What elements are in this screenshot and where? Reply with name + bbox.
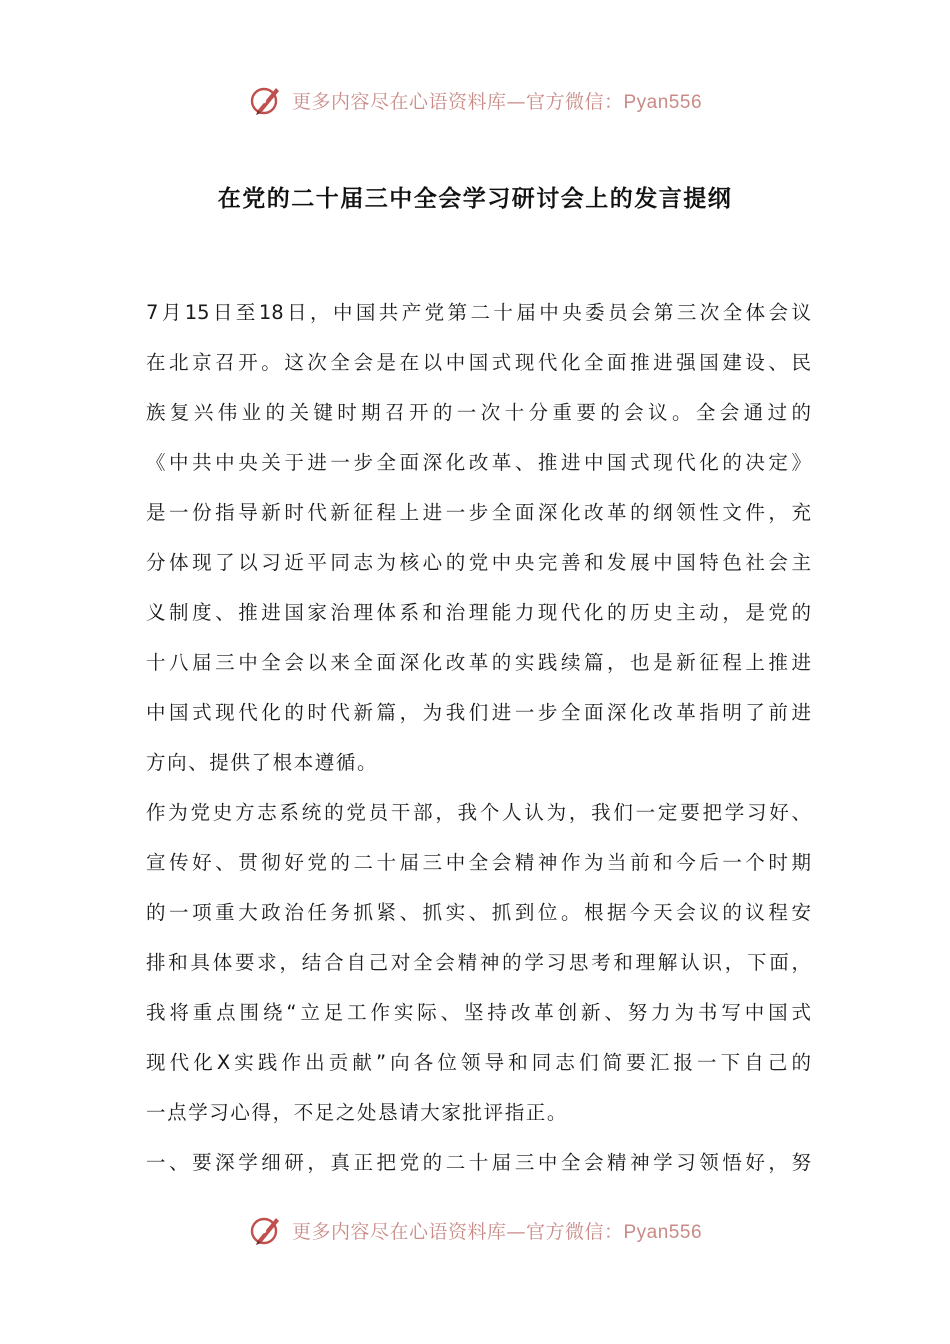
text-line: 7月15日至18日，中国共产党第二十届中央委员会第三次全体会议 bbox=[146, 301, 811, 324]
text-line: 排和具体要求，结合自己对全会精神的学习思考和理解认识，下面， bbox=[146, 951, 811, 974]
text-line: 《中共中央关于进一步全面深化改革、推进中国式现代化的决定》 bbox=[146, 451, 811, 474]
text-line: 族复兴伟业的关键时期召开的一次十分重要的会议。全会通过的 bbox=[146, 401, 811, 424]
text-line: 方向、提供了根本遵循。 bbox=[146, 751, 379, 774]
text-line: 一、要深学细研，真正把党的二十届三中全会精神学习领悟好，努 bbox=[146, 1151, 811, 1174]
document-body bbox=[146, 290, 811, 1190]
text-line: 是一份指导新时代新征程上进一步全面深化改革的纲领性文件，充 bbox=[146, 501, 811, 524]
text-line: 分体现了以习近平同志为核心的党中央完善和发展中国特色社会主 bbox=[146, 551, 811, 574]
watermark-wechat-id: Pyan556 bbox=[623, 1221, 703, 1243]
pen-circle-logo-icon bbox=[248, 1212, 284, 1248]
text-line: 的一项重大政治任务抓紧、抓实、抓到位。根据今天会议的议程安 bbox=[146, 901, 811, 924]
document-title: 在党的二十届三中全会学习研讨会上的发言提纲 bbox=[217, 186, 733, 212]
text-line: 我将重点围绕“立足工作实际、坚持改革创新、努力为书写中国式 bbox=[146, 1001, 811, 1024]
text-line: 十八届三中全会以来全面深化改革的实践续篇，也是新征程上推进 bbox=[146, 651, 811, 674]
text-line: 一点学习心得，不足之处恳请大家批评指正。 bbox=[146, 1101, 569, 1124]
header-watermark bbox=[0, 82, 950, 118]
footer-watermark bbox=[0, 1212, 950, 1248]
text-line: 作为党史方志系统的党员干部，我个人认为，我们一定要把学习好、 bbox=[146, 801, 811, 824]
text-line: 中国式现代化的时代新篇，为我们进一步全面深化改革指明了前进 bbox=[146, 701, 811, 724]
pen-circle-logo-icon bbox=[248, 82, 284, 118]
text-line: 在北京召开。这次全会是在以中国式现代化全面推进强国建设、民 bbox=[146, 351, 811, 374]
watermark-text: 更多内容尽在心语资料库—官方微信：Pyan556 bbox=[291, 1220, 703, 1243]
text-line: 现代化X实践作出贡献”向各位领导和同志们简要汇报一下自己的 bbox=[146, 1051, 811, 1074]
watermark-wechat-id: Pyan556 bbox=[623, 91, 703, 113]
text-line: 义制度、推进国家治理体系和治理能力现代化的历史主动，是党的 bbox=[146, 601, 811, 624]
text-line: 宣传好、贯彻好党的二十届三中全会精神作为当前和今后一个时期 bbox=[146, 851, 811, 874]
watermark-text: 更多内容尽在心语资料库—官方微信：Pyan556 bbox=[291, 90, 703, 113]
